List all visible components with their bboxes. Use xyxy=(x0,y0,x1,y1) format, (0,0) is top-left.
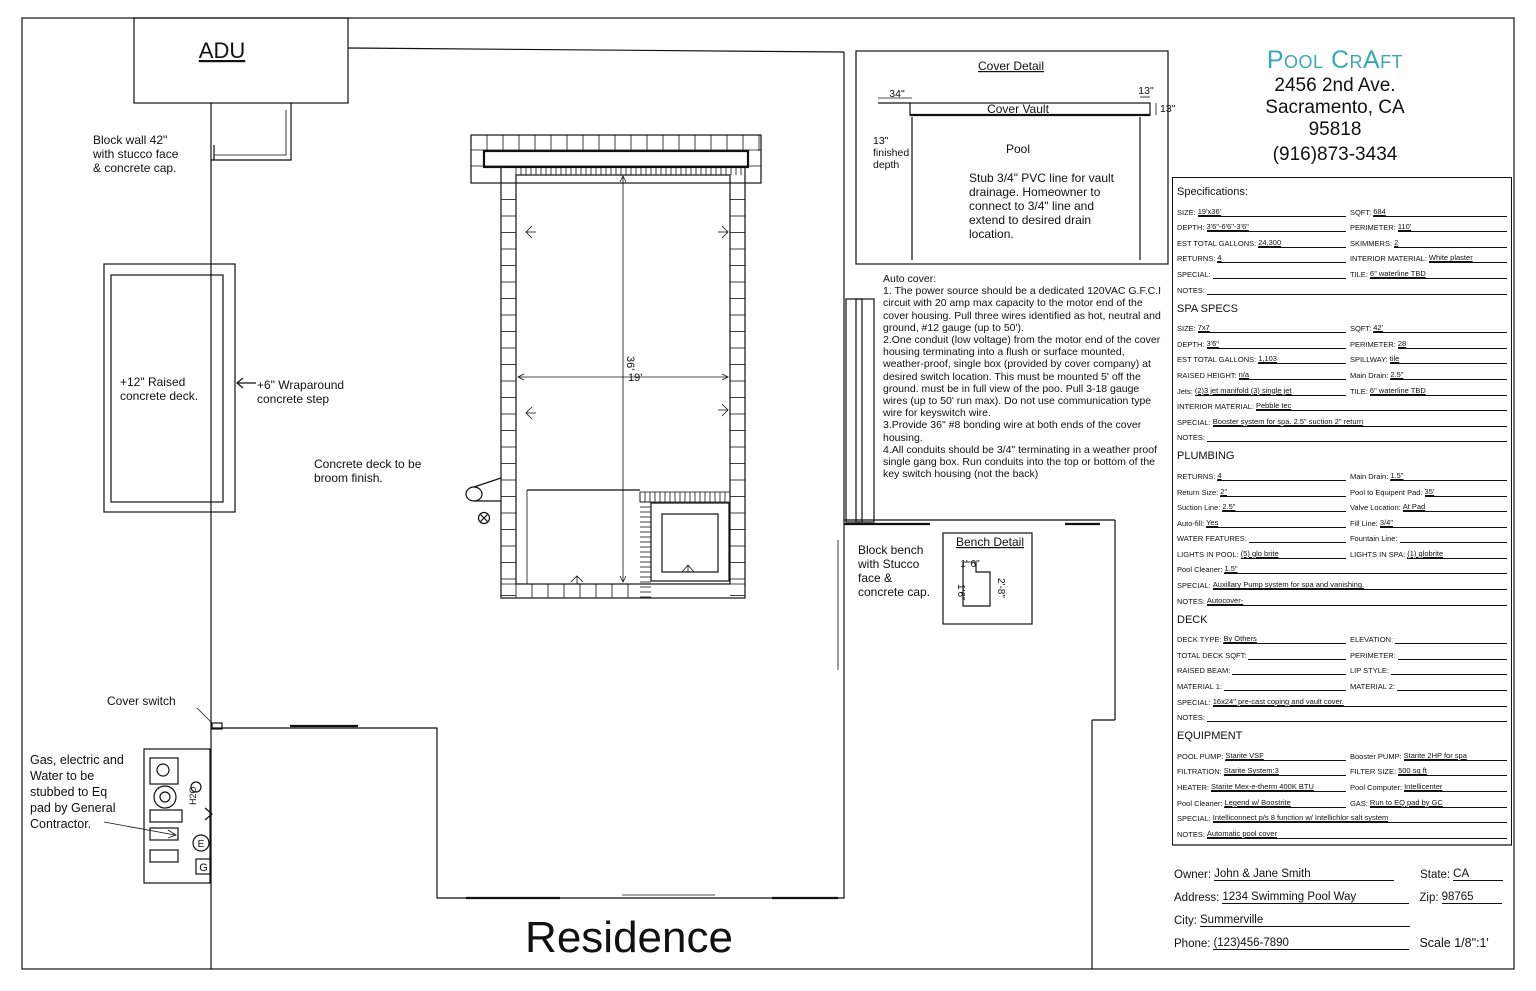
specs-field-key: SPECIAL: xyxy=(1177,697,1211,707)
specs-field xyxy=(1177,223,1346,232)
specs-field-key: EST TOTAL GALLONS: xyxy=(1177,238,1257,248)
specs-row xyxy=(1177,528,1507,544)
state-value: CA xyxy=(1453,868,1503,881)
specs-field-key: SPECIAL: xyxy=(1177,269,1211,279)
specs-field-value: 6" waterline TBD xyxy=(1370,270,1507,279)
specs-field-key: SPECIAL: xyxy=(1177,814,1211,824)
specs-field xyxy=(1350,682,1507,691)
specs-field-value: 16x24" pre-cast coping and vault cover. xyxy=(1213,698,1507,707)
specs-field-key: LIP STYLE: xyxy=(1349,666,1390,676)
specs-field-value: Pebble tec xyxy=(1256,402,1507,411)
specs-row xyxy=(1177,512,1507,528)
specs-field-key: PERIMETER: xyxy=(1349,223,1396,233)
specs-field-value: Intellicenter xyxy=(1404,783,1507,792)
specs-field-key: HEATER: xyxy=(1177,783,1209,792)
specs-field-key: PERIMETER: xyxy=(1349,650,1396,660)
owner-block xyxy=(1174,858,1510,950)
specs-field-key: INTERIOR MATERIAL: xyxy=(1349,254,1427,264)
specs-field-key: SQFT: xyxy=(1349,324,1372,334)
specs-field xyxy=(1177,534,1346,543)
specs-field xyxy=(1177,488,1346,497)
specs-field-value: 2" xyxy=(1220,488,1346,497)
specs-field-value: Starite Mex-e-therm 400K BTU xyxy=(1211,783,1346,792)
specs-row xyxy=(1177,543,1507,559)
specs-field-value xyxy=(1207,286,1507,295)
specs-field-value: tile xyxy=(1390,355,1507,364)
specs-field xyxy=(1177,402,1507,411)
specs-panel xyxy=(1172,177,1512,845)
specs-field-key: NOTES: xyxy=(1177,829,1205,839)
specs-field xyxy=(1177,682,1346,691)
specs-field-value xyxy=(1398,651,1507,660)
specs-field-value xyxy=(1232,666,1346,675)
specs-field-value: 1.5" xyxy=(1390,472,1507,481)
specs-row xyxy=(1177,707,1507,723)
specs-field-value: Autocover- xyxy=(1207,597,1507,606)
eq-e-label: E xyxy=(197,839,205,850)
specs-row xyxy=(1177,248,1507,264)
specs-field xyxy=(1177,565,1507,574)
specs-row xyxy=(1177,808,1507,824)
specs-field-value: At Pad xyxy=(1403,503,1507,512)
specs-section-title: PLUMBING xyxy=(1177,450,1235,463)
specs-field xyxy=(1177,433,1507,442)
specs-field-value: 2.5" xyxy=(1390,371,1507,380)
specs-field xyxy=(1177,698,1507,707)
specs-field xyxy=(1177,387,1346,396)
specs-field-key: NOTES: xyxy=(1177,285,1205,295)
specs-field xyxy=(1177,550,1346,559)
specs-field-value: Starite VSF xyxy=(1225,752,1346,761)
specs-field xyxy=(1177,519,1346,528)
specs-field-value: 2 xyxy=(1394,239,1507,248)
specs-field-value: Yes xyxy=(1206,519,1346,528)
specs-field-key: SPECIAL: xyxy=(1177,581,1211,591)
specs-row xyxy=(1177,279,1507,295)
specs-field xyxy=(1350,635,1507,644)
specs-section-title: DECK xyxy=(1177,613,1208,626)
specs-field-key: Pool Computer: xyxy=(1349,783,1403,792)
scale-label: Scale 1/8":1' xyxy=(1419,936,1489,950)
specs-field-key: Fountain Line: xyxy=(1349,534,1398,544)
specs-field-key: SQFT: xyxy=(1349,207,1372,217)
specs-row xyxy=(1177,660,1507,676)
specs-field xyxy=(1350,651,1507,660)
specs-field xyxy=(1177,814,1507,823)
specs-field xyxy=(1177,371,1346,380)
specs-row xyxy=(1177,263,1507,279)
specs-field-value: Booster system for spa. 2.5" suction 2" return xyxy=(1213,418,1507,427)
specs-field-key: Fill Line: xyxy=(1349,518,1378,528)
specs-field-key: NOTES: xyxy=(1177,713,1205,723)
specs-row xyxy=(1177,691,1507,707)
specs-field xyxy=(1177,208,1346,217)
specs-row xyxy=(1177,349,1507,365)
specs-field-key: NOTES: xyxy=(1177,433,1205,443)
specs-field-value xyxy=(1248,651,1346,660)
specs-field-key: Jets: xyxy=(1177,386,1193,396)
phone-key: Phone: xyxy=(1174,938,1211,950)
specs-row xyxy=(1177,574,1507,590)
specs-field xyxy=(1177,286,1507,295)
cover-dim-left: 34" xyxy=(889,88,905,100)
specs-field xyxy=(1177,254,1346,263)
specs-field xyxy=(1350,239,1507,248)
specs-field-value: 1.5" xyxy=(1224,565,1507,574)
specs-field xyxy=(1350,767,1507,776)
specs-field-value: 684 xyxy=(1373,208,1507,217)
specs-row xyxy=(1177,318,1507,334)
pool-coping xyxy=(471,135,761,183)
specs-field-key: RETURNS: xyxy=(1177,254,1216,264)
specs-field xyxy=(1350,355,1507,364)
specs-field-value: Auxillary Pump system for spa and vanishing. xyxy=(1213,581,1507,590)
cover-switch-note: Cover switch xyxy=(107,694,176,708)
specs-field xyxy=(1350,783,1507,792)
specs-field-value: 3/4" xyxy=(1380,519,1507,528)
specs-field xyxy=(1177,503,1346,512)
brand-address-1: 2456 2nd Ave. xyxy=(1274,75,1396,96)
specs-field-key: MATERIAL 2: xyxy=(1349,682,1395,692)
specs-field-value: 24,300 xyxy=(1258,239,1346,248)
dim-width: 19' xyxy=(628,372,643,384)
address-row xyxy=(1174,881,1510,904)
adu-label: ADU xyxy=(198,38,246,63)
specs-field xyxy=(1350,550,1507,559)
specs-field xyxy=(1177,666,1346,675)
specs-field xyxy=(1177,472,1346,481)
specs-field-value: n/a xyxy=(1239,371,1346,380)
brand-phone: (916)873-3434 xyxy=(1272,144,1398,165)
specs-field-key: NOTES: xyxy=(1177,596,1205,606)
bench-dim-top: 1' 6" xyxy=(960,559,980,570)
specs-field-key: TOTAL DECK SQFT: xyxy=(1177,650,1247,660)
cover-dim-top-right: 13" xyxy=(1138,85,1154,97)
specs-field xyxy=(1350,472,1507,481)
specs-field-value: White plaster xyxy=(1429,254,1507,263)
brand-address-2: Sacramento, CA 95818 xyxy=(1265,97,1405,140)
specs-field xyxy=(1177,752,1346,761)
specs-field-key: TILE: xyxy=(1349,386,1368,396)
specs-row xyxy=(1177,644,1507,660)
specs-row xyxy=(1177,823,1507,839)
specs-row xyxy=(1177,465,1507,481)
specs-field xyxy=(1350,503,1507,512)
specs-field-key: TILE: xyxy=(1349,269,1368,279)
owner-key: Owner: xyxy=(1174,869,1212,881)
specs-field-key: MATERIAL 1: xyxy=(1177,682,1223,692)
specs-field-value: 3'6" xyxy=(1207,340,1346,349)
specs-field-value: 42' xyxy=(1373,324,1507,333)
zip-key: Zip: xyxy=(1419,892,1439,904)
bench-note: Block bench with Stucco face & concrete cap. xyxy=(858,543,931,599)
specs-field-value: 7x7 xyxy=(1198,324,1346,333)
specs-field xyxy=(1177,340,1346,349)
specs-field xyxy=(1177,830,1507,839)
specs-field-value: Automatic pool cover xyxy=(1207,830,1507,839)
specs-field-value: (2)3 jet manifold (3) single jet xyxy=(1195,387,1346,396)
specs-field-key: SPECIAL: xyxy=(1177,417,1211,427)
address-key: Address: xyxy=(1174,892,1220,904)
residence-label: Residence xyxy=(525,913,733,962)
specs-row xyxy=(1177,232,1507,248)
specs-field-key: DECK TYPE: xyxy=(1177,635,1222,645)
specs-field-key: FILTRATION: xyxy=(1177,767,1222,777)
deck-finish-note: Concrete deck to be broom finish. xyxy=(314,457,422,485)
specs-field-key: LIGHTS IN SPA: xyxy=(1349,549,1406,559)
specs-field xyxy=(1177,418,1507,427)
specs-row xyxy=(1177,675,1507,691)
cover-vault-label: Cover Vault xyxy=(987,102,1049,116)
specs-field xyxy=(1177,270,1346,279)
bench-detail-title: Bench Detail xyxy=(955,535,1025,549)
specs-field-key: Booster PUMP: xyxy=(1349,751,1402,761)
specs-field xyxy=(1177,713,1507,722)
specs-field-key: EST TOTAL GALLONS: xyxy=(1177,355,1257,365)
raised-deck-note: +12" Raised concrete deck. xyxy=(120,375,199,403)
specs-field-value xyxy=(1224,682,1346,691)
specs-field-key: Return Size: xyxy=(1177,487,1219,497)
specs-field-key: SPILLWAY: xyxy=(1349,355,1388,365)
specs-field xyxy=(1177,783,1346,792)
specs-field-key: POOL PUMP: xyxy=(1177,751,1224,761)
specs-field-key: SKIMMERS: xyxy=(1349,238,1393,248)
specs-field-key: Pool to Equipent Pad: xyxy=(1349,487,1423,497)
specs-field-key: SIZE: xyxy=(1177,324,1196,334)
specs-field-value: 6" waterline TBD xyxy=(1370,387,1507,396)
specs-field-value: 19'x36' xyxy=(1198,208,1346,217)
specs-field-key: GAS: xyxy=(1349,798,1368,808)
specs-row xyxy=(1177,364,1507,380)
specs-field-key: PERIMETER: xyxy=(1349,339,1396,349)
specs-field-key: RAISED BEAM: xyxy=(1177,666,1231,676)
specs-field xyxy=(1177,597,1507,606)
specs-field-key: Suction Line: xyxy=(1177,503,1221,513)
specs-field-value xyxy=(1400,534,1507,543)
specs-field-value: (1) globrite xyxy=(1407,550,1507,559)
state-key: State: xyxy=(1420,869,1451,881)
zip-value: 98765 xyxy=(1442,891,1502,904)
finished-depth-note: 13" finished depth xyxy=(873,135,910,171)
specs-field-key: RETURNS: xyxy=(1177,471,1216,481)
address-value: 1234 Swimming Pool Way xyxy=(1222,891,1409,904)
specs-field-value xyxy=(1213,270,1346,279)
specs-row xyxy=(1177,380,1507,396)
specs-field xyxy=(1177,239,1346,248)
specs-field xyxy=(1177,355,1346,364)
specs-field-value: Run to EQ pad by GC xyxy=(1370,799,1507,808)
cover-detail-title: Cover Detail xyxy=(977,59,1045,73)
specs-field xyxy=(1177,767,1346,776)
specs-field-key: Pool Cleaner: xyxy=(1177,565,1223,575)
specs-row xyxy=(1177,559,1507,575)
specs-field xyxy=(1350,387,1507,396)
specs-field xyxy=(1350,371,1507,380)
bench-dim-right: 2'-8" xyxy=(995,578,1006,598)
auto-cover-item: 1. The power source should be a dedicated 120VAC G.F.C.I circuit with 20 amp max capacity to the motor end of the cover housing. Pull three wires identified as hot, neutral and ground, #12 gauge (up to 50'). xyxy=(883,285,1162,334)
specs-field xyxy=(1177,651,1346,660)
specs-field-value: Starite 2HP for spa xyxy=(1404,752,1507,761)
specs-section-title: Specifications: xyxy=(1177,186,1248,198)
specs-field xyxy=(1350,666,1507,675)
specs-field-value: Starite System:3 xyxy=(1224,767,1346,776)
city-row xyxy=(1174,904,1510,927)
brand-logo: Pool CrAft xyxy=(1266,46,1404,74)
specs-field-key: Main Drain: xyxy=(1349,471,1389,481)
specs-field xyxy=(1177,581,1507,590)
specs-field xyxy=(1350,270,1507,279)
specs-field xyxy=(1350,340,1507,349)
specs-field-value: 4 xyxy=(1217,472,1346,481)
city-key: City: xyxy=(1174,915,1197,927)
specs-field-value: (5) glo brite xyxy=(1241,550,1346,559)
specs-field-value: Legend w/ Boostrite xyxy=(1224,799,1346,808)
specs-row xyxy=(1177,745,1507,761)
drain-note: Stub 3/4" PVC line for vault drainage. Homeowner to connect to 3/4" line and extend to desired drain location. xyxy=(969,171,1115,241)
auto-cover-title: Auto cover: xyxy=(883,273,937,285)
specs-field xyxy=(1350,223,1507,232)
specs-field-key: Auto-fill: xyxy=(1177,518,1205,528)
brand-block xyxy=(1240,46,1430,166)
specs-field-value xyxy=(1397,682,1507,691)
specs-row xyxy=(1177,590,1507,606)
specs-field-value: 500 sq ft xyxy=(1398,767,1507,776)
specs-field xyxy=(1350,488,1507,497)
specs-field-key: FILTER SIZE: xyxy=(1349,767,1397,777)
specs-field-value: 4 xyxy=(1217,254,1346,263)
cover-dim-right: 13" xyxy=(1160,103,1176,115)
specs-field-value: 35' xyxy=(1425,488,1507,497)
specs-row xyxy=(1177,427,1507,443)
specs-row xyxy=(1177,201,1507,217)
specs-field xyxy=(1177,324,1346,333)
specs-section-specifications xyxy=(1177,186,1507,295)
block-wall-note: Block wall 42" with stucco face & concrete cap. xyxy=(93,133,179,175)
specs-field-key: Valve Location: xyxy=(1349,503,1401,513)
city-value: Summerville xyxy=(1200,914,1410,927)
phone-row xyxy=(1174,927,1510,950)
specs-field xyxy=(1350,324,1507,333)
specs-row xyxy=(1177,776,1507,792)
specs-field-key: SIZE: xyxy=(1177,207,1196,217)
specs-field xyxy=(1350,254,1507,263)
specs-row xyxy=(1177,497,1507,513)
specs-field-key: ELEVATION: xyxy=(1349,635,1394,645)
specs-field-value: 2.5" xyxy=(1222,503,1346,512)
specs-field-key: RAISED HEIGHT: xyxy=(1177,370,1237,380)
specs-row xyxy=(1177,396,1507,412)
specs-field-key: DEPTH: xyxy=(1177,223,1205,233)
owner-row xyxy=(1174,858,1510,881)
auto-cover-item: 4.All conduits should be 3/4" terminating in a weather proof single gang box. Run conduits into the top or bottom of the key switch housing (not the back) xyxy=(883,443,1157,481)
specs-row xyxy=(1177,792,1507,808)
auto-cover-item: 3.Provide 36" #8 bonding wire at both ends of the cover housing. xyxy=(883,419,1142,444)
specs-field-value xyxy=(1391,666,1507,675)
specs-field-value xyxy=(1249,534,1346,543)
specs-row xyxy=(1177,217,1507,233)
utilities-note: Gas, electric and Water to be stubbed to Eq pad by General Contractor. xyxy=(30,753,124,831)
specs-field-value: By Others xyxy=(1223,635,1346,644)
specs-row xyxy=(1177,761,1507,777)
specs-field-value: 1,103 xyxy=(1258,355,1346,364)
specs-field-value xyxy=(1395,635,1507,644)
specs-row xyxy=(1177,481,1507,497)
spa-outline xyxy=(651,503,729,581)
specs-field-key: Main Drain: xyxy=(1349,370,1389,380)
auto-cover-notes xyxy=(883,273,1163,480)
owner-value: John & Jane Smith xyxy=(1214,868,1394,881)
specs-field xyxy=(1350,519,1507,528)
specs-field-key: WATER FEATURES: xyxy=(1177,534,1247,544)
dim-length: 36' xyxy=(624,356,636,371)
specs-field-value: 28 xyxy=(1398,340,1507,349)
specs-field-key: LIGHTS IN POOL: xyxy=(1177,549,1239,559)
eq-h2o-label: H2O xyxy=(188,786,198,805)
specs-field xyxy=(1350,534,1507,543)
specs-field xyxy=(1350,752,1507,761)
specs-row xyxy=(1177,333,1507,349)
specs-field-key: INTERIOR MATERIAL: xyxy=(1177,402,1254,412)
eq-g-label: G xyxy=(199,862,208,874)
specs-field-value: 3'6"-6'6"-3'6" xyxy=(1207,223,1346,232)
specs-section-equipment xyxy=(1177,730,1507,839)
phone-value: (123)456-7890 xyxy=(1213,937,1409,950)
specs-field xyxy=(1177,635,1346,644)
specs-field xyxy=(1350,799,1507,808)
specs-field-value xyxy=(1207,433,1507,442)
wraparound-step-note: +6" Wraparound concrete step xyxy=(257,378,345,406)
specs-section-title: EQUIPMENT xyxy=(1177,730,1243,743)
specs-section-plumbing xyxy=(1177,450,1507,605)
specs-row xyxy=(1177,411,1507,427)
specs-field-value: 110' xyxy=(1398,223,1507,232)
specs-row xyxy=(1177,629,1507,645)
specs-section-deck xyxy=(1177,614,1507,723)
specs-section-title: SPA SPECS xyxy=(1177,302,1238,315)
specs-field-value xyxy=(1207,713,1507,722)
specs-field-key: DEPTH: xyxy=(1177,339,1205,349)
specs-field xyxy=(1350,208,1507,217)
specs-field-key: Pool Cleaner: xyxy=(1177,798,1223,808)
bench-dim-left: 1'6" xyxy=(955,584,966,601)
specs-section-spa xyxy=(1177,303,1507,443)
specs-field xyxy=(1177,799,1346,808)
auto-cover-item: 2.One conduit (low voltage) from the motor end of the cover housing terminating into a flush or surface mounted, weather-proof, single box (provided by cover company) at desired switch location. This must be mounted 5' off the ground. must be in full view of the poo. Pull 3-18 gauge wires (up to 50' run max). Do not use communication type wire for keyswitch wire. xyxy=(883,334,1161,420)
specs-field-value: Intelliconnect p/s 8 function w/ Intellichlor salt system xyxy=(1213,814,1507,823)
pool-label: Pool xyxy=(1005,142,1031,156)
